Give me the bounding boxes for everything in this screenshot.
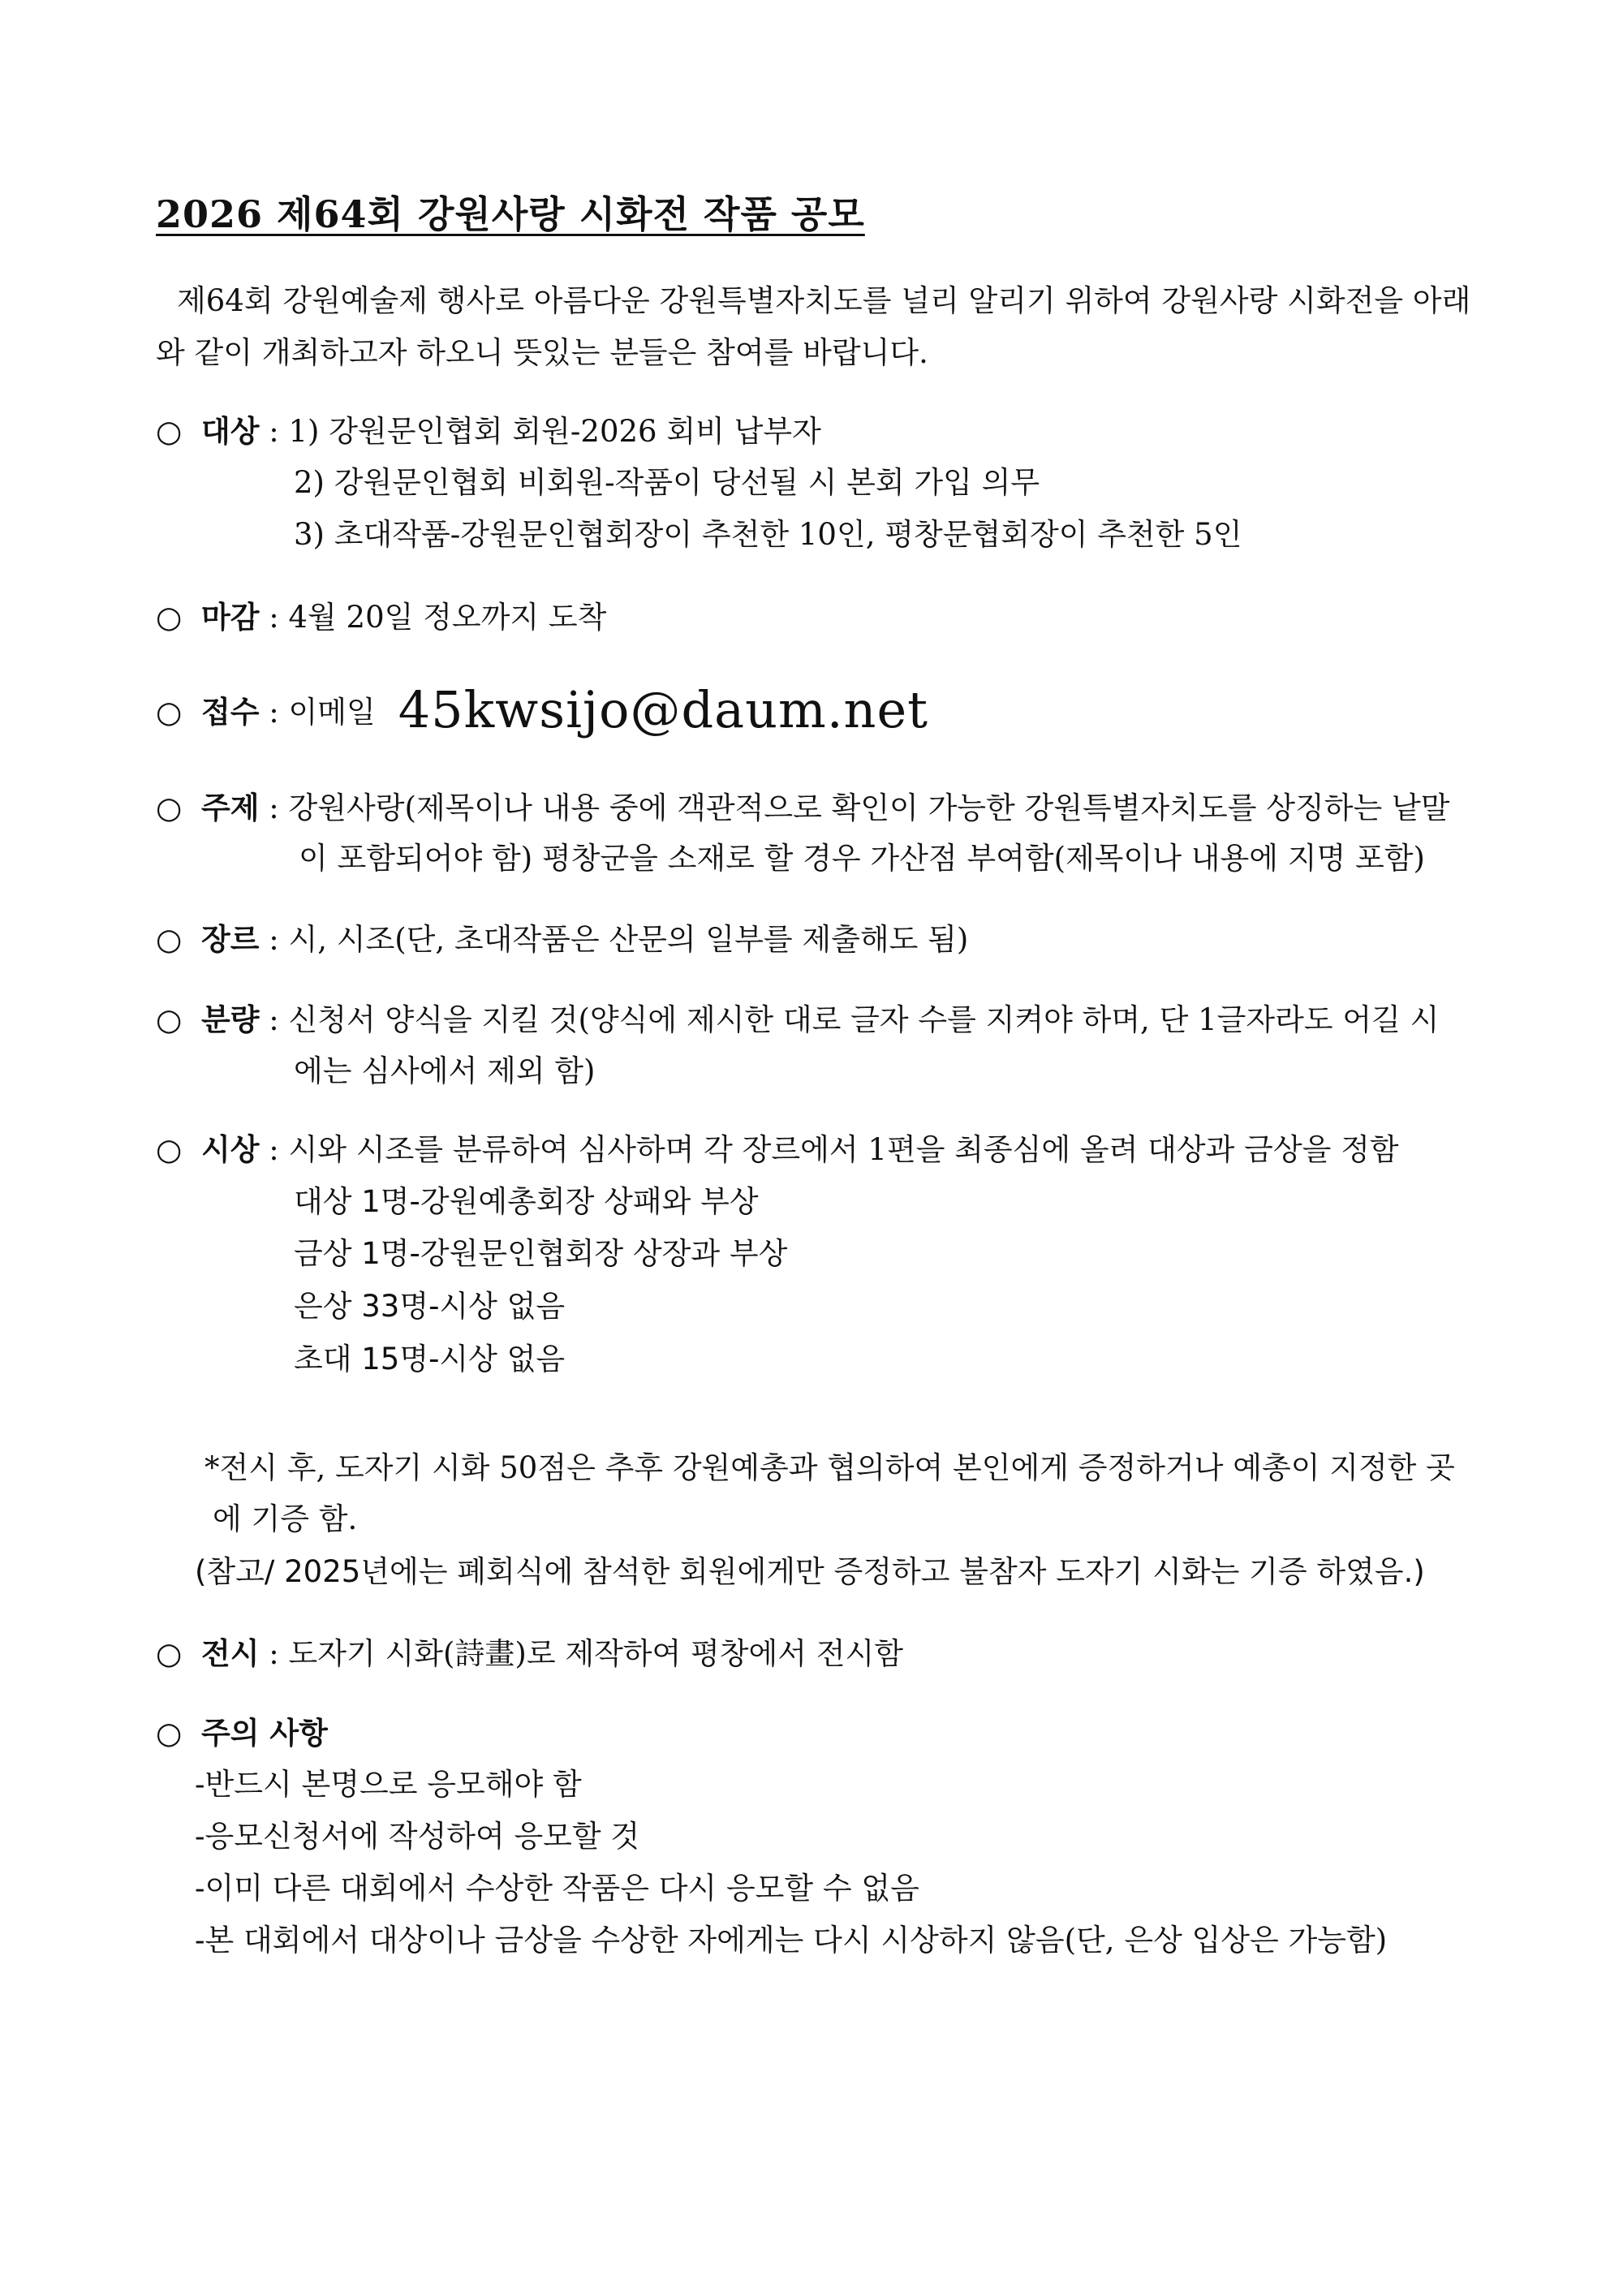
- length-line-2: 에는 심사에서 제외 함): [294, 1053, 596, 1088]
- target-sep: :: [259, 414, 289, 449]
- awards-sep: :: [259, 1132, 289, 1167]
- genre-text: 시, 시조(단, 초대작품은 산문의 일부를 제출해도 됨): [288, 922, 969, 957]
- cautions-label: 주의 사항: [201, 1715, 328, 1751]
- page-title: 2026 제64회 강원사랑 시화전 작품 공모: [156, 192, 865, 236]
- note-line-3: (참고/ 2025년에는 폐회식에 참석한 회원에게만 증정하고 불참자 도자기 시화는 기증 하였음.): [195, 1554, 1425, 1589]
- target-line-3: 3) 초대작품-강원문인협회장이 추천한 10인, 평창문협회장이 추천한 5인: [294, 517, 1242, 552]
- bullet-icon: ○: [156, 1636, 183, 1671]
- awards-label: 시상: [201, 1131, 260, 1167]
- genre-label: 장르: [201, 921, 260, 957]
- awards-text: 시와 시조를 분류하여 심사하며 각 장르에서 1편을 최종심에 올려 대상과 금상을 정함: [288, 1132, 1399, 1167]
- theme-line-1: 강원사랑(제목이나 내용 중에 객관적으로 확인이 가능한 강원특별자치도를 상징하는 낱말: [288, 790, 1450, 825]
- theme-label: 주제: [201, 790, 260, 825]
- bullet-icon: ○: [156, 600, 183, 635]
- award-item: 초대 15명-시상 없음: [294, 1342, 566, 1376]
- bullet-icon: ○: [156, 1132, 183, 1167]
- exhibition-label: 전시: [201, 1635, 260, 1671]
- theme-sep: :: [259, 790, 289, 825]
- target-line-1: 1) 강원문인협회 회원-2026 회비 납부자: [288, 414, 821, 449]
- section-genre: [156, 920, 968, 958]
- section-target: [156, 412, 821, 450]
- section-theme: [156, 789, 1449, 827]
- note-line-1: *전시 후, 도자기 시화 50점은 추후 강원예총과 협의하여 본인에게 증정하거나 예총이 지정한 곳: [204, 1450, 1455, 1485]
- deadline-label: 마감: [201, 599, 260, 635]
- caution-item: -본 대회에서 대상이나 금상을 수상한 자에게는 다시 시상하지 않음(단, 은상 입상은 가능함): [195, 1923, 1388, 1958]
- section-exhibition: [156, 1635, 903, 1673]
- target-line-2: 2) 강원문인협회 비회원-작품이 당선될 시 본회 가입 의무: [294, 465, 1040, 500]
- theme-line-2: 이 포함되어야 함) 평창군을 소재로 할 경우 가산점 부여함(제목이나 내용에 지명 포함): [299, 841, 1425, 876]
- email-address[interactable]: 45kwsijo@daum.net: [398, 680, 929, 739]
- exhibition-sep: :: [259, 1636, 289, 1671]
- bullet-icon: ○: [156, 922, 183, 957]
- target-label: 대상: [201, 413, 260, 449]
- submission-prefix: 이메일: [288, 695, 376, 730]
- section-length: [156, 1001, 1439, 1039]
- bullet-icon: ○: [156, 1002, 183, 1037]
- bullet-icon: ○: [156, 790, 183, 825]
- note-line-2: 에 기증 함.: [213, 1501, 358, 1536]
- submission-sep: :: [259, 695, 289, 730]
- caution-item: -이미 다른 대회에서 수상한 작품은 다시 응모할 수 없음: [195, 1871, 919, 1906]
- caution-item: -반드시 본명으로 응모해야 함: [195, 1767, 582, 1802]
- section-cautions: [156, 1714, 328, 1752]
- caution-item: -응모신청서에 작성하여 응모할 것: [195, 1819, 640, 1854]
- genre-sep: :: [259, 922, 289, 957]
- section-awards: [156, 1131, 1399, 1169]
- award-item: 대상 1명-강원예총회장 상패와 부상: [294, 1184, 759, 1219]
- length-line-1: 신청서 양식을 지킬 것(양식에 제시한 대로 글자 수를 지켜야 하며, 단 1글자라도 어길 시: [288, 1002, 1440, 1037]
- award-item: 금상 1명-강원문인협회장 상장과 부상: [294, 1236, 788, 1271]
- intro-line-2: 와 같이 개최하고자 하오니 뜻있는 분들은 참여를 바랍니다.: [156, 335, 928, 370]
- award-item: 은상 33명-시상 없음: [294, 1289, 566, 1324]
- bullet-icon: ○: [156, 414, 183, 449]
- length-sep: :: [259, 1002, 289, 1037]
- submission-label: 접수: [201, 694, 260, 730]
- deadline-sep: :: [259, 600, 289, 635]
- length-label: 분량: [201, 1002, 260, 1037]
- section-deadline: [156, 598, 606, 636]
- intro-line-1: 제64회 강원예술제 행사로 아름다운 강원특별자치도를 널리 알리기 위하여 강원사랑 시화전을 아래: [177, 283, 1471, 318]
- exhibition-text: 도자기 시화(詩畫)로 제작하여 평창에서 전시함: [288, 1636, 904, 1671]
- bullet-icon: ○: [156, 695, 183, 730]
- deadline-text: 4월 20일 정오까지 도착: [288, 600, 607, 635]
- bullet-icon: ○: [156, 1716, 183, 1751]
- section-submission: [156, 680, 929, 739]
